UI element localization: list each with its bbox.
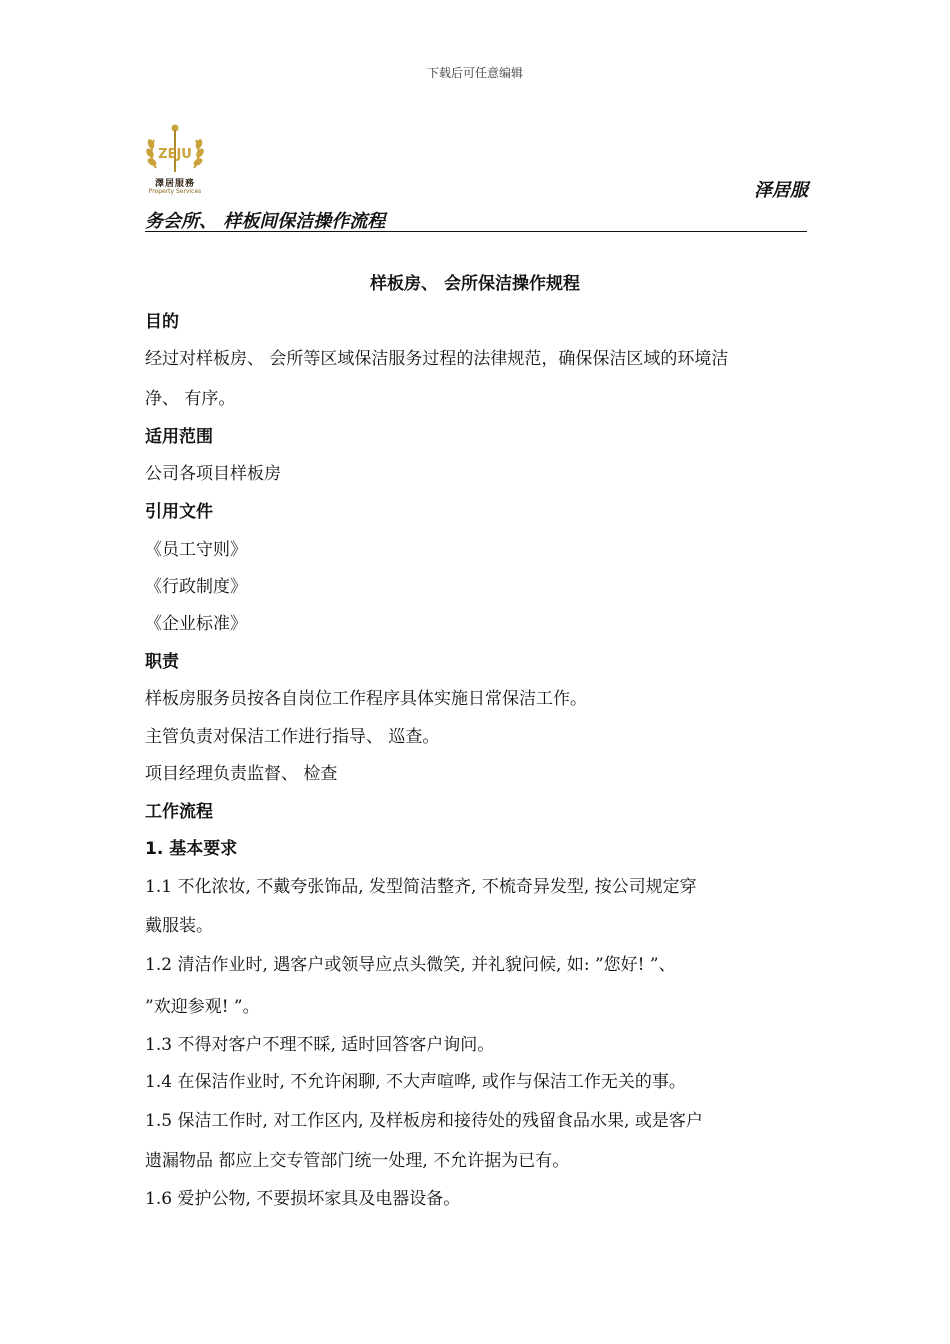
logo-caption: 澤居服務 bbox=[154, 179, 195, 189]
logo-text: ZEJU bbox=[158, 147, 192, 162]
header-title-left: 务会所、 样板间保洁操作流程 bbox=[145, 211, 386, 232]
section-heading: 工作流程 bbox=[145, 802, 213, 822]
section-heading: 目的 bbox=[145, 312, 179, 332]
document-title: 样板房、 会所保洁操作规程 bbox=[370, 274, 580, 294]
body-line: ”欢迎参观! ”。 bbox=[145, 997, 260, 1017]
top-note: 下载后可任意编辑 bbox=[426, 66, 523, 80]
body-line: 1.2 清洁作业时, 遇客户或领导应点头微笑, 并礼貌问候, 如: ”您好! ”、 bbox=[145, 955, 676, 975]
section-heading: 1. 基本要求 bbox=[145, 839, 238, 859]
header-divider bbox=[145, 231, 807, 232]
body-line: 《企业标准》 bbox=[145, 614, 247, 634]
body-line: 《行政制度》 bbox=[145, 577, 247, 597]
section-heading: 适用范围 bbox=[145, 427, 213, 447]
body-line: 项目经理负责监督、 检查 bbox=[145, 764, 338, 784]
body-line: 1.5 保洁工作时, 对工作区内, 及样板房和接待处的残留食品水果, 或是客户 bbox=[145, 1111, 703, 1131]
body-line: 主管负责对保洁工作进行指导、 巡查。 bbox=[145, 727, 440, 747]
body-line: 1.1 不化浓妆, 不戴夸张饰品, 发型简洁整齐, 不梳奇异发型, 按公司规定穿 bbox=[145, 877, 697, 897]
header-title-right: 泽居服 bbox=[754, 180, 808, 201]
body-line: 戴服装。 bbox=[145, 916, 213, 936]
body-line: 公司各项目样板房 bbox=[145, 464, 281, 484]
body-line: 1.4 在保洁作业时, 不允许闲聊, 不大声喧哗, 或作与保洁工作无关的事。 bbox=[145, 1072, 686, 1092]
section-heading: 引用文件 bbox=[145, 502, 213, 522]
body-line: 《员工守则》 bbox=[145, 540, 247, 560]
section-heading: 职责 bbox=[145, 652, 179, 672]
body-line: 净、 有序。 bbox=[145, 389, 236, 409]
body-line: 1.3 不得对客户不理不睬, 适时回答客户询问。 bbox=[145, 1035, 495, 1055]
body-line: 样板房服务员按各自岗位工作程序具体实施日常保洁工作。 bbox=[145, 689, 587, 709]
body-line: 遗漏物品 都应上交专管部门统一处理, 不允许据为已有。 bbox=[145, 1151, 570, 1171]
body-line: 1.6 爱护公物, 不要损坏家具及电器设备。 bbox=[145, 1189, 461, 1209]
logo-subcaption: Property Services bbox=[148, 188, 202, 195]
body-line: 经过对样板房、 会所等区域保洁服务过程的法律规范，确保保洁区域的环境洁 bbox=[145, 349, 729, 369]
